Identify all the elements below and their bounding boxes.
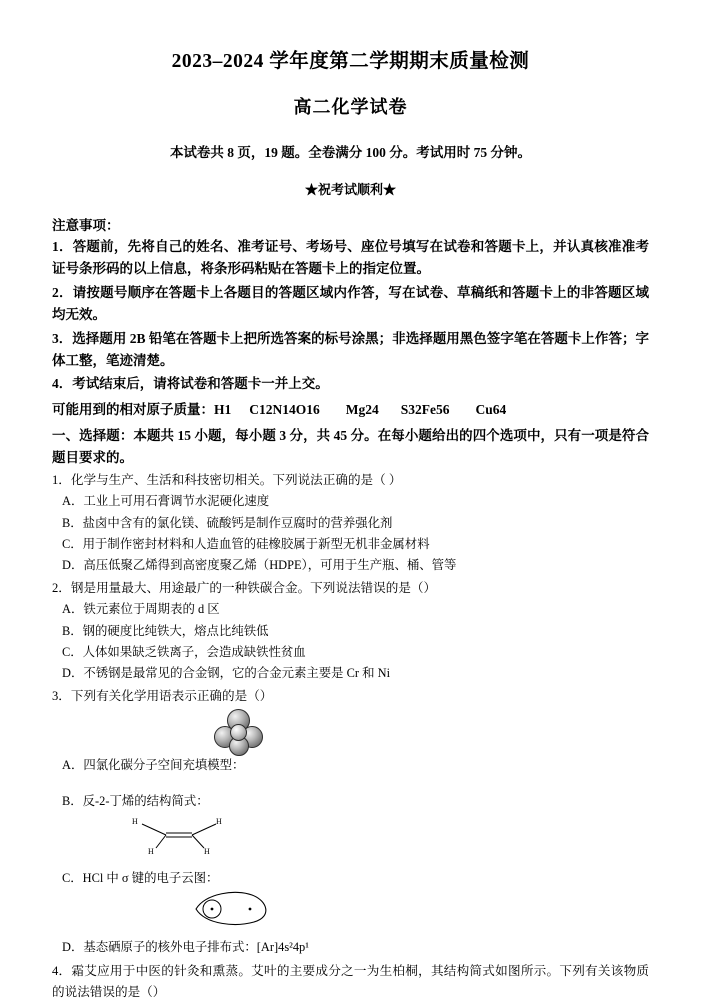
question-1-option-c: C．用于制作密封材料和人造血管的硅橡胶属于新型无机非金属材料 [62,536,430,551]
exam-meta-line: 本试卷共 8 页，19 题。全卷满分 100 分。考试用时 75 分钟。 [169,145,532,161]
question-2-option-d: D．不锈钢是最常见的合金钢，它的合金元素主要是 Cr 和 Ni [62,666,391,681]
question-2-option-c: C．人体如果缺乏铁离子，会造成缺铁性贫血 [62,644,306,659]
svg-text:H: H [132,816,138,826]
figure-ccl4-model-row [52,709,649,755]
notice-item-1: 1．答题前，先将自己的姓名、准考证号、考场号、座位号填写在试卷和答题卡上，并认真核准准考证号条形码的以上信息，将条形码粘贴在答题卡上的指定位置。 [52,239,649,277]
question-1-option-a: A．工业上可用石膏调节水泥硬化速度 [62,494,270,509]
question-1-option-d: D．高压低聚乙烯得到高密度聚乙烯（HDPE），可用于生产瓶、桶、管等 [62,558,457,573]
notice-item-4: 4．考试结束后，请将试卷和答题卡一并上交。 [52,376,329,392]
svg-text:H: H [216,816,222,826]
atomic-mass-mg: Mg24 [345,402,379,418]
trans-2-butene-skeletal-formula-icon [126,814,234,856]
svg-text:H: H [204,846,210,856]
page-subtitle: 高二化学试卷 [293,97,408,118]
atomic-mass-h: H1 [214,402,232,418]
question-2-option-a: A．铁元素位于周期表的 d 区 [62,602,220,617]
page-title: 2023–2024 学年度第二学期期末质量检测 [171,51,530,72]
question-1-stem: 1．化学与生产、生活和科技密切相关。下列说法正确的是（ ） [52,472,402,487]
sigma-bond-electron-cloud-icon [192,891,278,927]
question-3-option-a: A．四氯化碳分子空间充填模型： [62,758,245,773]
question-3-option-b: B．反-2-丁烯的结构简式： [62,793,209,808]
question-2-stem: 2．钢是用量最大、用途最广的一种铁碳合金。下列说法错误的是（） [52,580,437,595]
question-3-option-d: D．基态硒原子的核外电子排布式：[Ar]4s²4p¹ [62,940,309,955]
atomic-mass-sfe: S32Fe56 [400,402,450,418]
good-luck-line: ★祝考试顺利★ [304,182,396,198]
atomic-mass-line [52,399,649,421]
section-heading-multiple-choice: 一、选择题：本题共 15 小题，每小题 3 分，共 45 分。在每小题给出的四个选项中，只有一项是符合题目要求的。 [52,427,649,465]
svg-text:H: H [148,846,154,856]
question-3-stem: 3．下列有关化学用语表示正确的是（） [52,688,273,703]
figure-butene-row [52,814,649,856]
question-4-stem: 4．霜艾应用于中医的针灸和熏蒸。艾叶的主要成分之一为生柏桐，其结构简式如图所示。下列有关该物质的说法错误的是（） [52,963,649,1000]
question-3-option-c: C．HCl 中 σ 键的电子云图： [62,870,219,885]
question-1-option-b: B．盐卤中含有的氯化镁、硫酸钙是制作豆腐时的营养强化剂 [62,515,393,530]
atomic-mass-label: 可能用到的相对原子质量： [52,402,214,418]
space-filling-molecule-model-icon [212,709,264,755]
notice-heading: 注意事项： [52,218,120,234]
notice-item-3: 3．选择题用 2B 铅笔在答题卡上把所选答案的标号涂黑；非选择题用黑色签字笔在答题卡上作答；字体工整，笔迹清楚。 [52,330,649,368]
question-2-option-b: B．钢的硬度比纯铁大，熔点比纯铁低 [62,623,269,638]
figure-sigma-cloud-row [52,891,649,927]
atomic-mass-cno: C12N14O16 [249,402,320,418]
notice-item-2: 2．请按题号顺序在答题卡上各题目的答题区域内作答，写在试卷、草稿纸和答题卡上的非答题区域均无效。 [52,285,649,322]
atomic-mass-cu: Cu64 [475,402,507,418]
